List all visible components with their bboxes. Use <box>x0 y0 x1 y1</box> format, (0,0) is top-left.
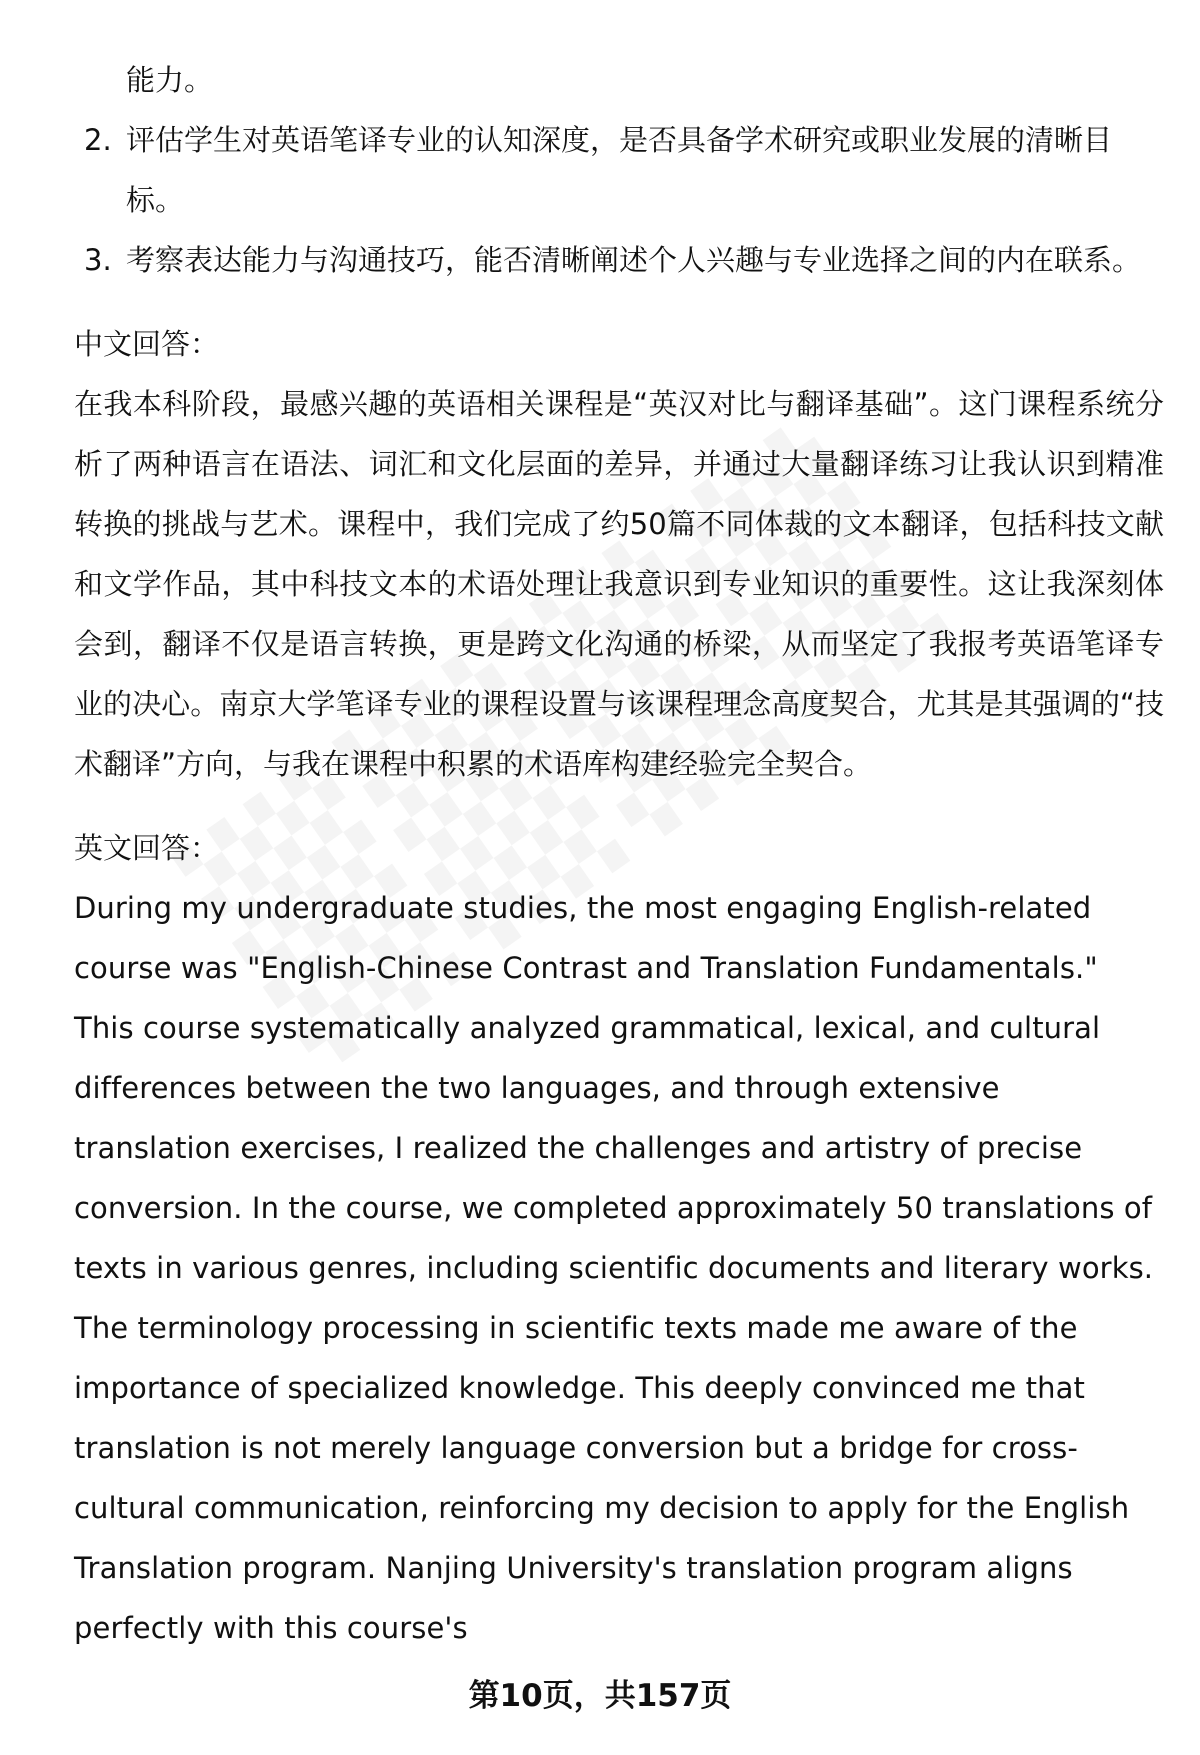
list-item-number: 2. <box>84 123 112 157</box>
list-item <box>74 110 1164 230</box>
list-item-text: 考察表达能力与沟通技巧，能否清晰阐述个人兴趣与专业选择之间的内在联系。 <box>126 243 1142 277</box>
list-item-number: 3. <box>84 243 112 277</box>
english-answer-body: During my undergraduate studies, the most engaging English-related course was "English-Chinese Contrast and Translation Fundamentals." This course systematically analyzed grammatical, lexical, and cultural differences between the two languages, and through extensive translation exercises, I realized the challenges and artistry of precise conversion. In the course, we completed approximately 50 translations of texts in various genres, including scientific documents and literary works. The terminology processing in scientific texts made me aware of the importance of specialized knowledge. This deeply convinced me that translation is not merely language conversion but a bridge for cross-cultural communication, reinforcing my decision to apply for the English Translation program. Nanjing University's translation program aligns perfectly with this course's <box>74 891 1154 1645</box>
list-item-text: 评估学生对英语笔译专业的认知深度，是否具备学术研究或职业发展的清晰目标。 <box>126 123 1113 217</box>
list-item-continued-text: 能力。 <box>126 63 214 97</box>
list-item <box>74 230 1164 290</box>
page-number-footer: 第10页，共157页 <box>468 1678 732 1714</box>
page-content <box>74 50 1164 1658</box>
chinese-answer-body: 在我本科阶段，最感兴趣的英语相关课程是“英汉对比与翻译基础”。这门课程系统分析了两种语言在语法、词汇和文化层面的差异，并通过大量翻译练习让我认识到精准转换的挑战与艺术。课程中，我们完成了约50篇不同体裁的文本翻译，包括科技文献和文学作品，其中科技文本的术语处理让我意识到专业知识的重要性。这让我深刻体会到，翻译不仅是语言转换，更是跨文化沟通的桥梁，从而坚定了我报考英语笔译专业的决心。南京大学笔译专业的课程设置与该课程理念高度契合，尤其是其强调的“技术翻译”方向，与我在课程中积累的术语库构建经验完全契合。 <box>74 387 1164 781</box>
chinese-answer-label: 中文回答： <box>74 327 220 361</box>
english-answer-label: 英文回答： <box>74 831 220 865</box>
criteria-list <box>74 110 1164 290</box>
